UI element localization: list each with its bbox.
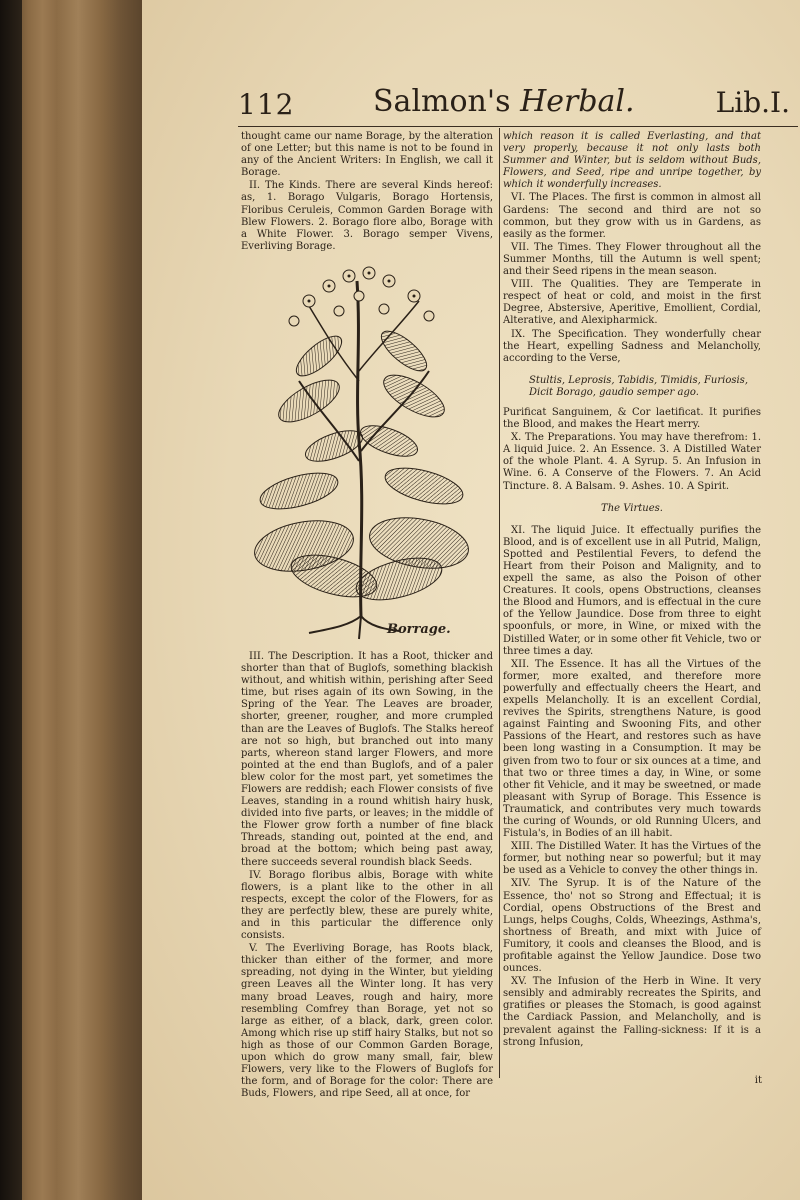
paragraph-specification: IX. The Specification. They wonderfully chear the Heart, expelling Sadness and Melancholly, according to the Verse, bbox=[503, 328, 761, 364]
paragraph-kinds: II. The Kinds. There are several Kinds hereof: as, 1. Borago Vulgaris, Borago Hortensis, Floribus Ceruleis, Common Garden Borage with Blew Flowers. 2. Borago flore albo, Borage with a White Flower. 3. Borago semper Vivens, Everliving Borage. bbox=[241, 180, 493, 252]
paragraph: thought came our name Borage, by the alteration of one Letter; but this name is not to be found in any of the Ancient Writers: In English, we call it Borage. bbox=[241, 131, 493, 179]
column-divider bbox=[499, 128, 500, 1078]
book-label: Lib.I. bbox=[715, 86, 790, 119]
paragraph-syrup: XIV. The Syrup. It is of the Nature of the Essence, tho' not so Strong and Effectual; it is Cordial, opens Obstructions of the Brest and Lungs, helps Coughs, Colds, Wheezings, Asthma's, shortness of Breath, and mixt with Juice of Fumitory, it cools and cleanses the Blood, and is profitable against the Yellow Jaundice. Dose two ounces. bbox=[503, 878, 761, 975]
running-title-work: Herbal. bbox=[520, 84, 635, 119]
page-number: 112 bbox=[238, 88, 295, 121]
book-page-edges bbox=[0, 0, 142, 1200]
paragraph-qualities: VIII. The Qualities. They are Temperate in respect of heat or cold, and moist in the first Degree, Abstersive, Aperitive, Emollient, Cordial, Alterative, and Alexipharmick. bbox=[503, 279, 761, 327]
paragraph: which reason it is called Everlasting, and that very properly, because it not only lasts both Summer and Winter, but is seldom without Buds, Flowers, and Seed, ripe and unripe together, by which it wonderfully increases. bbox=[503, 131, 761, 191]
header-rule bbox=[238, 126, 798, 127]
latin-verse bbox=[529, 375, 761, 399]
verse-line: Dicit Borago, gaudio semper ago. bbox=[529, 386, 699, 398]
book-page bbox=[142, 0, 800, 1200]
catchword: it bbox=[754, 1075, 762, 1086]
paragraph-preparations: X. The Preparations. You may have therefrom: 1. A liquid Juice. 2. An Essence. 3. A Distilled Water of the whole Plant. 4. A Syrup. 5. An Infusion in Wine. 6. A Conserve of the Flowers. 7. An Acid Tincture. 8. A Balsam. 9. Ashes. 10. A Spirit. bbox=[503, 432, 761, 492]
paragraph-infusion: XV. The Infusion of the Herb in Wine. It very sensibly and admirably recreates the Spirits, and gratifies or pleases the Stomach, is good against the Cardiack Passion, and Melancholly, and is prevalent against the Falling-sickness: If it is a strong Infusion, bbox=[503, 976, 761, 1048]
verse-line: Stultis, Leprosis, Tabidis, Timidis, Furiosis, bbox=[529, 374, 748, 386]
running-title bbox=[373, 84, 635, 119]
paragraph-white-borage: IV. Borago floribus albis, Borage with white flowers, is a plant like to the other in all respects, except the color of the Flowers, for as they are perfectly blew, these are purely white, and in this particular the difference only consists. bbox=[241, 869, 493, 942]
paragraph-everliving-borage: V. The Everliving Borage, has Roots black, thicker than either of the former, and more spreading, not dying in the Winter, but yielding green Leaves all the Winter long. It has very many broad Leaves, rough and hairy, more resembling Comfrey than Borage, yet not so large as either, of a black, dark, green color. Among which rise up stiff hairy Stalks, but not so high as those of our Common Garden Borage, upon which do grow many small, fair, blew Flowers, very like to the Flowers of Buglofs for the form, and of Borage for the color: There are Buds, Flowers, and ripe Seed, all at once, for bbox=[241, 943, 493, 1100]
section-heading-virtues: The Virtues. bbox=[601, 502, 663, 514]
figure-label: Borrage. bbox=[387, 621, 451, 637]
paragraph-places: VI. The Places. The first is common in almost all Gardens: The second and third are not so common, but they grow with us in Gardens, as easily as the former. bbox=[503, 192, 761, 240]
page-header bbox=[238, 86, 800, 126]
right-column bbox=[503, 131, 761, 1050]
book-binding bbox=[0, 0, 22, 1200]
paragraph-description: III. The Description. It has a Root, thicker and shorter than that of Buglofs, something blackish without, and whitish within, perishing after Seed time, but rises again of its own Sowing, in the Spring of the Year. The Leaves are broader, shorter, greener, rougher, and more crumpled than are the Leaves of Buglofs. The Stalks hereof are not so high, but branched out into many parts, whereon stand larger Flowers, and more pointed at the end than Buglofs, and of a paler blew color for the most part, yet sometimes the Flowers are reddish; each Flower consists of five Leaves, standing in a round whitish hairy husk, divided into five parts, or leaves; in the middle of the Flower grow forth a number of fine black Threads, standing out, pointed at the end, and broad at the bottom; which being past away, there succeeds several roundish black Seeds. bbox=[241, 650, 493, 868]
paragraph-times: VII. The Times. They Flower throughout all the Summer Months, till the Autumn is well spent; and their Seed ripens in the mean season. bbox=[503, 241, 761, 278]
left-column bbox=[241, 131, 493, 1101]
paragraph-distilled-water: XIII. The Distilled Water. It has the Virtues of the former, but nothing near so powerful; but it may be used as a Vehicle to convey the other things in. bbox=[503, 841, 761, 877]
paragraph: Purificat Sanguinem, & Cor laetificat. It purifies the Blood, and makes the Heart merry. bbox=[503, 406, 761, 431]
borage-woodcut-illustration bbox=[249, 261, 479, 641]
running-title-author: Salmon's bbox=[373, 84, 511, 119]
paragraph-liquid-juice: XI. The liquid Juice. It effectually purifies the Blood, and is of excellent use in all Putrid, Malign, Spotted and Pestilential Fevers, to defend the Heart from their Poison and Malignity, and to expell the same, as also the Poison of other Creatures. It cools, opens Obstructions, cleanses the Blood and Humors, and is effectual in the cure of the Yellow Jaundice. Dose from three to eight spoonfuls, or more, in Wine, or mixed with the Distilled Water, or in some other fit Vehicle, two or three times a day. bbox=[503, 524, 761, 657]
paragraph-essence: XII. The Essence. It has all the Virtues of the former, more exalted, and therefore more powerfully and effectually cheers the Heart, and expells Melancholly. It is an excellent Cordial, revives the Spirits, strengthens Nature, is good against Fainting and Swooning Fits, and other Passions of the Heart, and restores such as have been long wasting in a Consumption. It may be given from two to four or six ounces at a time, and that two or three times a day, in Wine, or some other fit Vehicle, and it may be sweetned, or made pleasant with Syrup of Borage. This Essence is Traumatick, and contributes very much towards the curing of Wounds, or old Running Ulcers, and Fistula's, in Bodies of an ill habit. bbox=[503, 658, 761, 840]
